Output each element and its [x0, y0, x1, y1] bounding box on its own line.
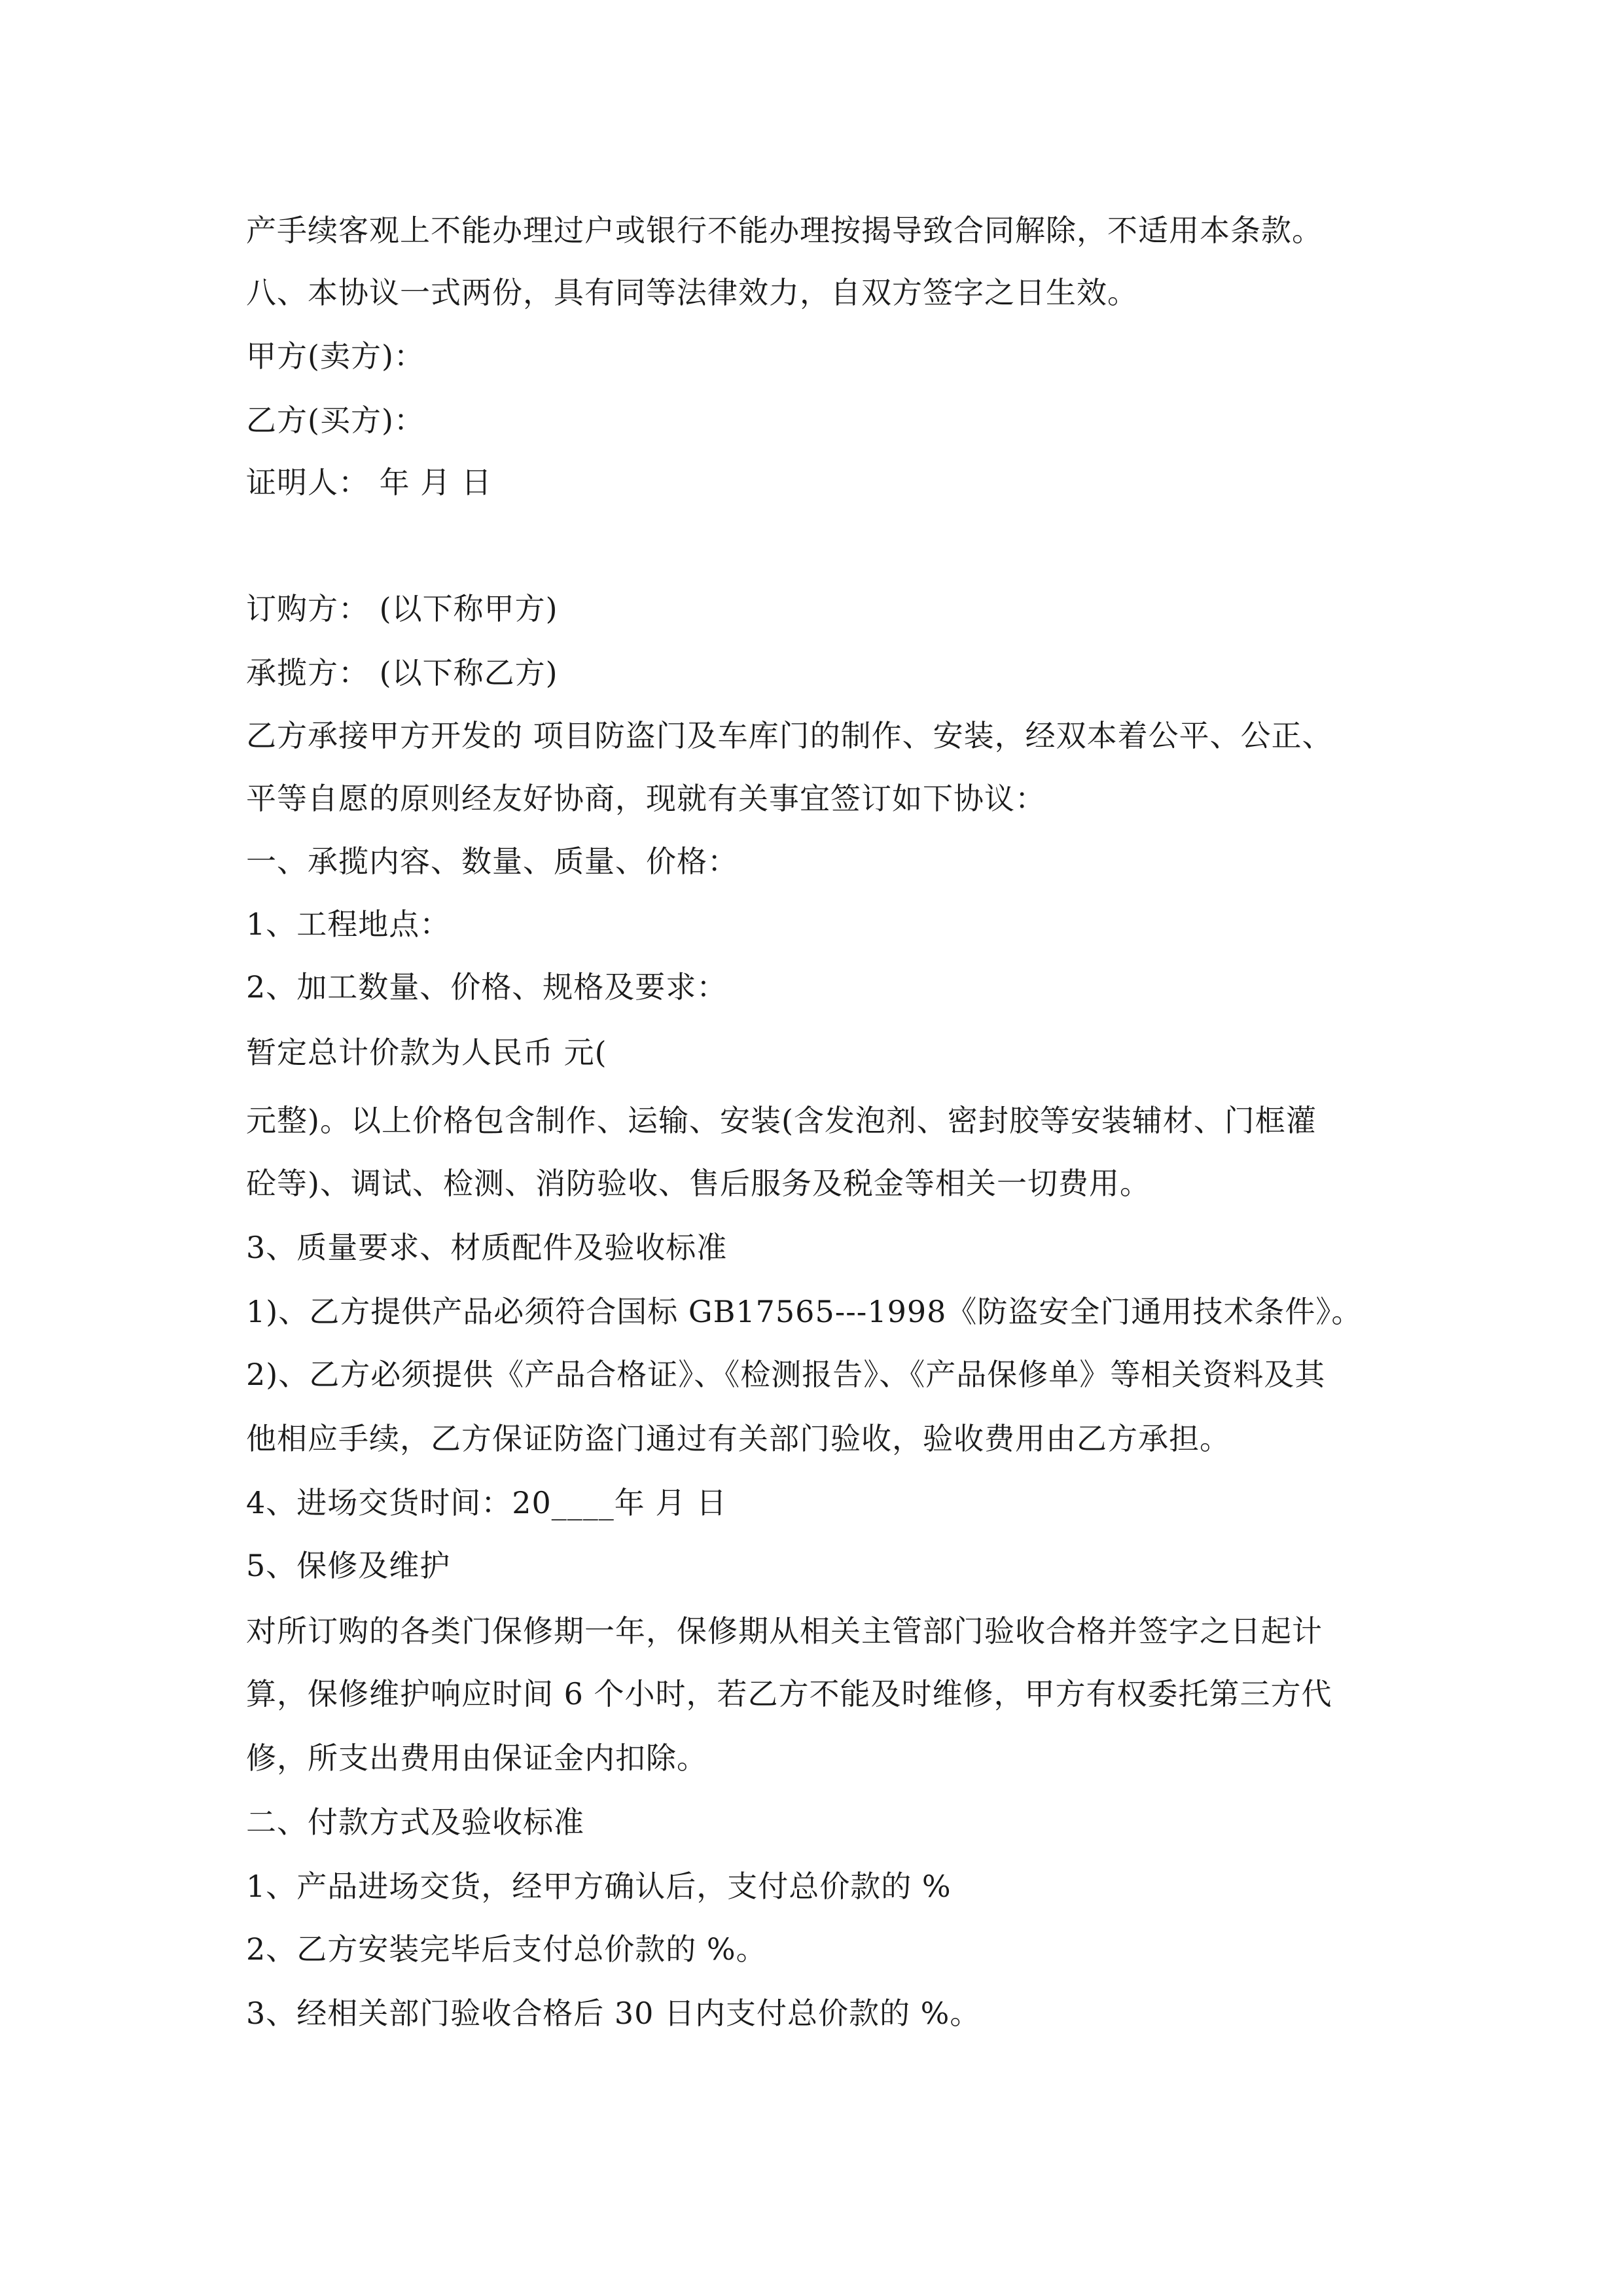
text-line: 甲方(卖方)：	[246, 338, 425, 374]
text-line: 订购方： (以下称甲方)	[246, 591, 558, 626]
text-line: 3、质量要求、材质配件及验收标准	[246, 1230, 728, 1265]
text-line: 一、承揽内容、数量、质量、价格：	[246, 844, 738, 879]
text-line: 乙方(买方)：	[246, 403, 425, 438]
text-line: 元整)。以上价格包含制作、运输、安装(含发泡剂、密封胶等安装辅材、门框灌	[246, 1103, 1317, 1138]
text-line: 算，保修维护响应时间 6 个小时，若乙方不能及时维修，甲方有权委托第三方代	[246, 1676, 1332, 1712]
text-line: 1、产品进场交货，经甲方确认后，支付总价款的 %	[246, 1869, 952, 1904]
text-line: 5、保修及维护	[246, 1548, 451, 1583]
text-line: 对所订购的各类门保修期一年，保修期从相关主管部门验收合格并签字之日起计	[246, 1613, 1323, 1649]
text-line: 砼等)、调试、检测、消防验收、售后服务及税金等相关一切费用。	[246, 1166, 1150, 1201]
text-line: 3、经相关部门验收合格后 30 日内支付总价款的 %。	[246, 1996, 981, 2031]
text-line: 1)、乙方提供产品必须符合国标 GB17565---1998《防盗安全门通用技术条件》。	[246, 1294, 1363, 1329]
text-line: 证明人： 年 月 日	[246, 465, 492, 500]
text-line: 八、本协议一式两份，具有同等法律效力，自双方签字之日生效。	[246, 275, 1138, 310]
text-line: 暂定总计价款为人民币 元(	[246, 1035, 607, 1070]
text-line: 平等自愿的原则经友好协商，现就有关事宜签订如下协议：	[246, 781, 1046, 816]
text-line: 1、工程地点：	[246, 906, 451, 942]
text-line: 二、付款方式及验收标准	[246, 1804, 584, 1840]
text-line: 2)、乙方必须提供《产品合格证》、《检测报告》、《产品保修单》等相关资料及其	[246, 1357, 1326, 1392]
text-line: 承揽方： (以下称乙方)	[246, 655, 558, 691]
text-line: 2、乙方安装完毕后支付总价款的 %。	[246, 1931, 767, 1967]
text-line: 4、进场交货时间：20____年 月 日	[246, 1485, 728, 1520]
text-line: 他相应手续，乙方保证防盗门通过有关部门验收，验收费用由乙方承担。	[246, 1421, 1230, 1456]
text-line: 修，所支出费用由保证金内扣除。	[246, 1740, 707, 1776]
text-line: 2、加工数量、价格、规格及要求：	[246, 969, 728, 1005]
text-line: 产手续客观上不能办理过户或银行不能办理按揭导致合同解除，不适用本条款。	[246, 213, 1323, 248]
text-line: 乙方承接甲方开发的 项目防盗门及车库门的制作、安装，经双本着公平、公正、	[246, 718, 1333, 753]
